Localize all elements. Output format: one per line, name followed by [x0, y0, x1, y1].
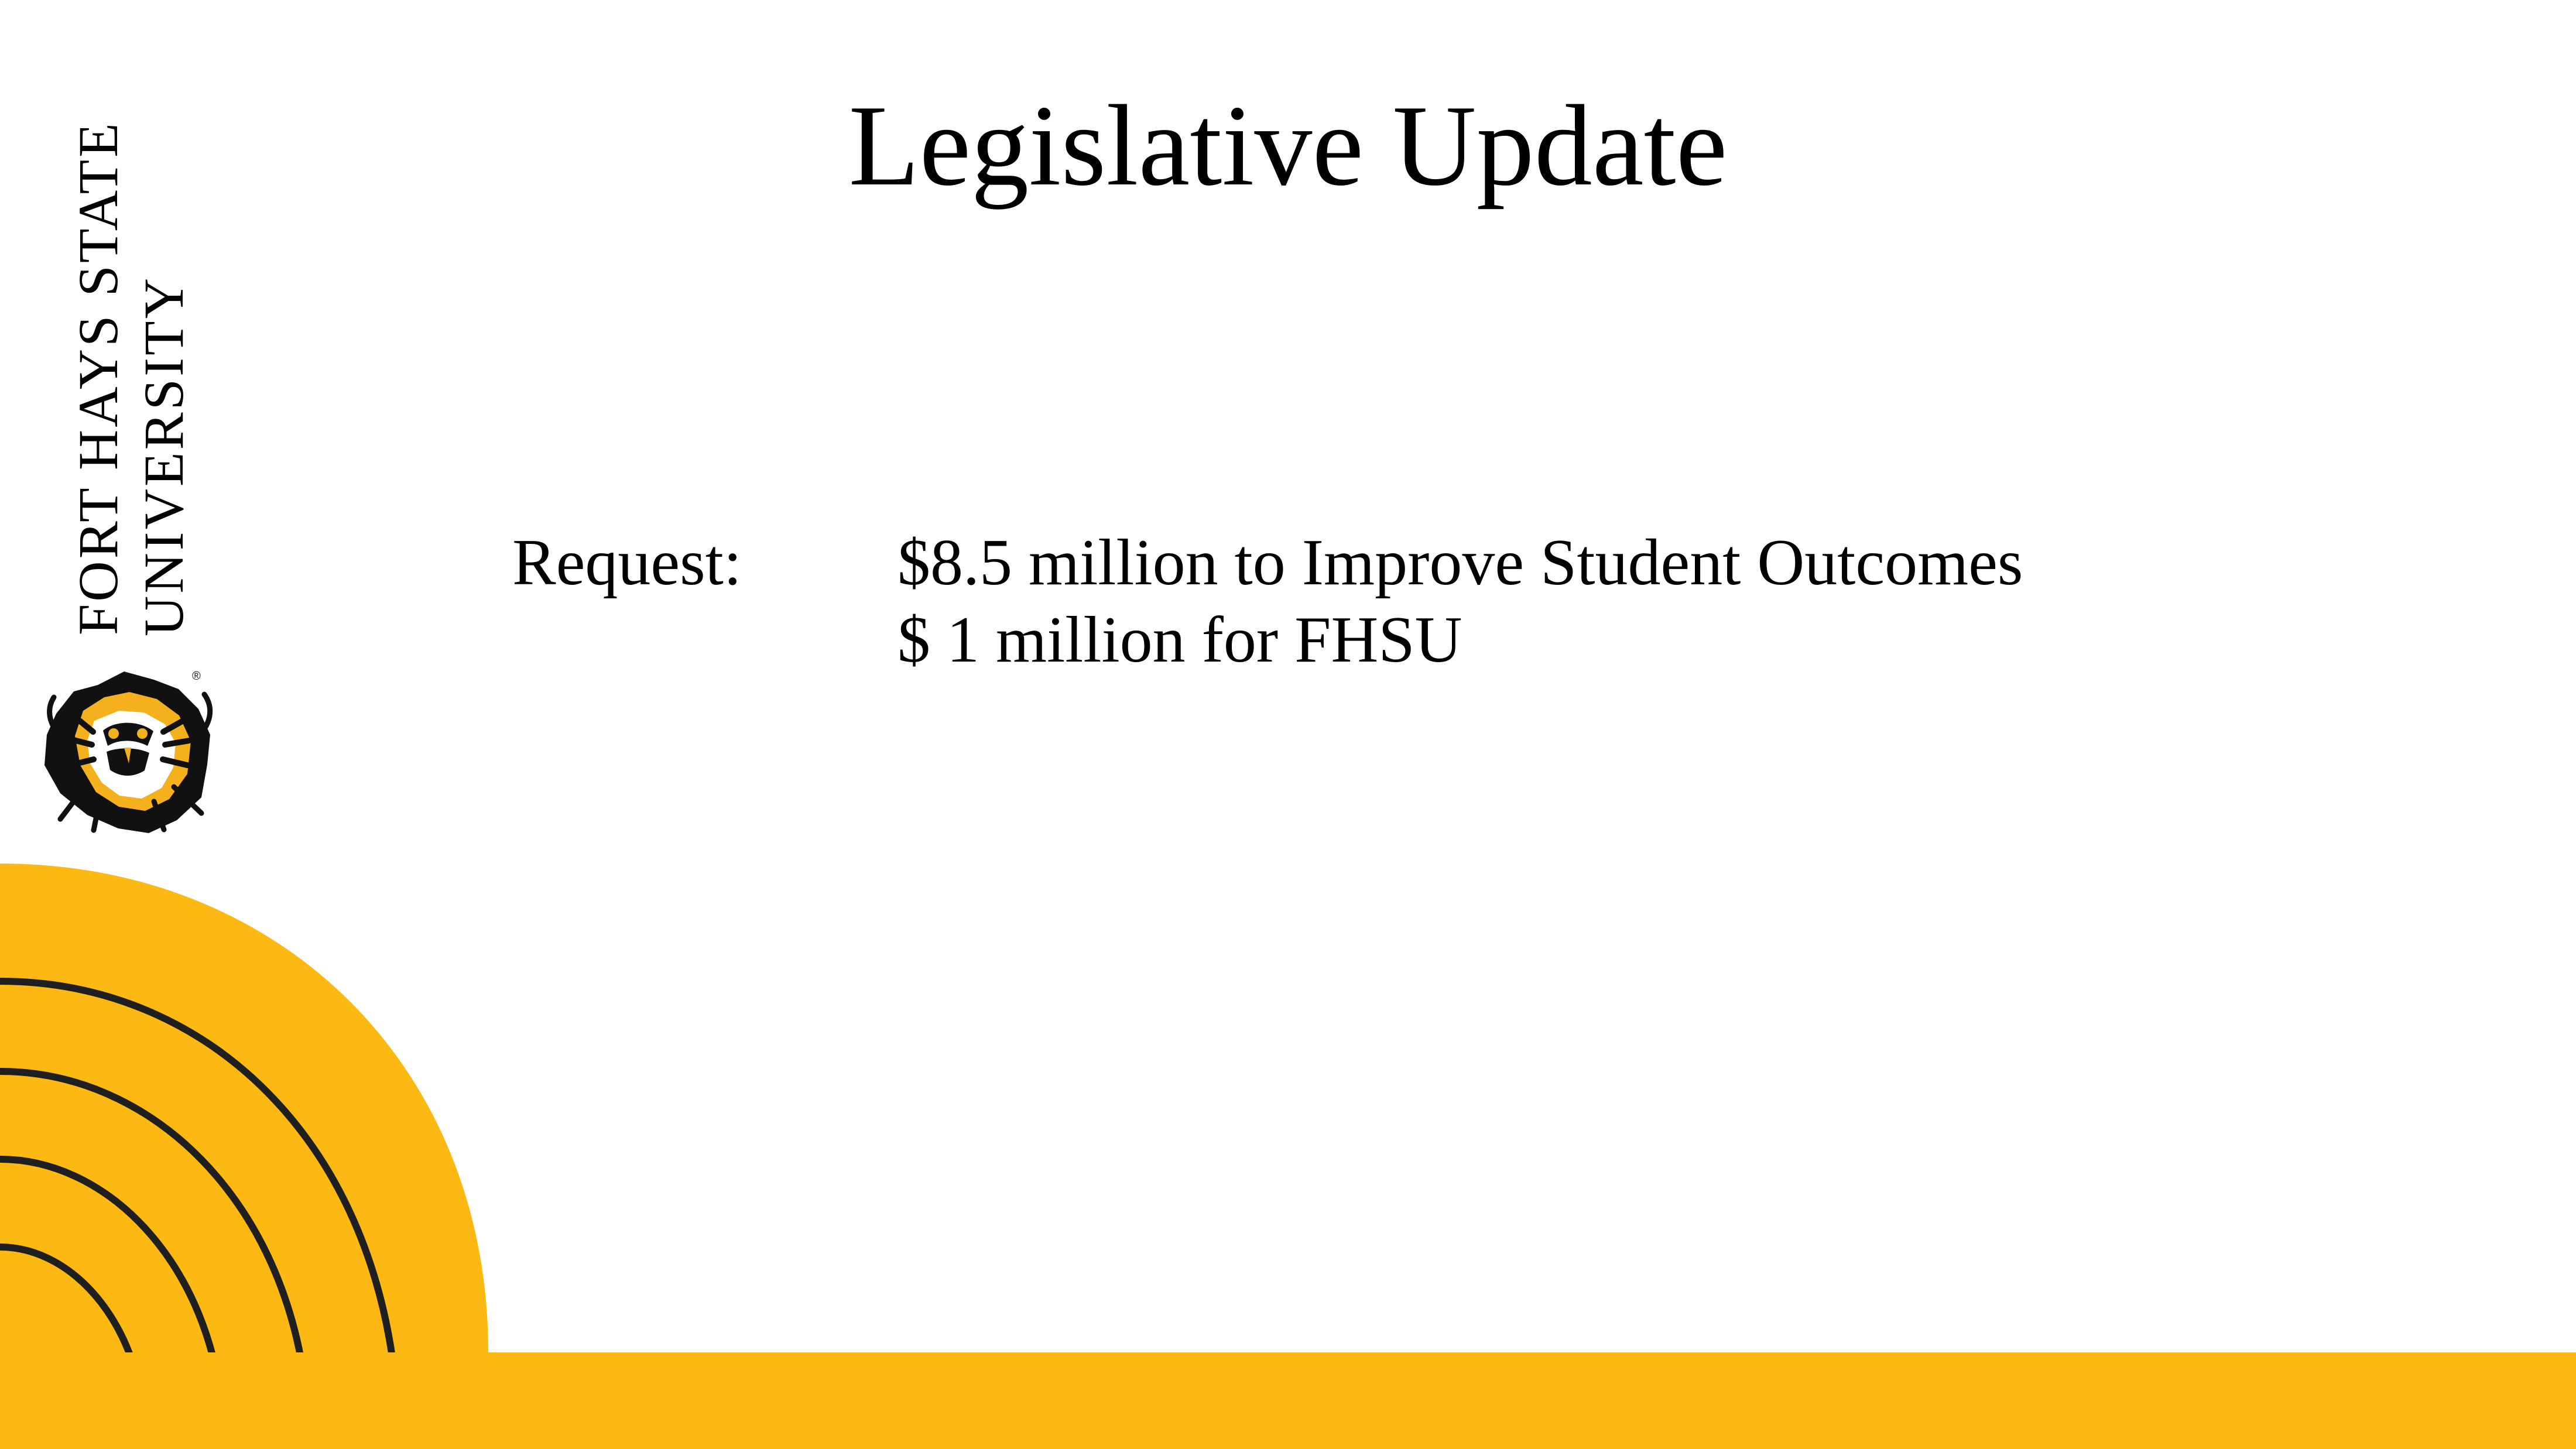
university-logo — [34, 67, 233, 840]
request-amount-line: $8.5 million to Improve Student Outcomes — [898, 526, 2023, 599]
university-name-line-1: FORT HAYS STATE — [67, 121, 129, 635]
slide-title: Legislative Update — [848, 81, 1728, 210]
fhsu-allocation-line: $ 1 million for FHSU — [898, 604, 1462, 676]
bottom-accent-bar — [0, 1352, 2576, 1449]
university-name-line-2: UNIVERSITY — [132, 276, 195, 636]
svg-text:®: ® — [192, 670, 201, 683]
tiger-logo-icon — [34, 657, 221, 839]
request-label: Request: — [512, 526, 742, 599]
